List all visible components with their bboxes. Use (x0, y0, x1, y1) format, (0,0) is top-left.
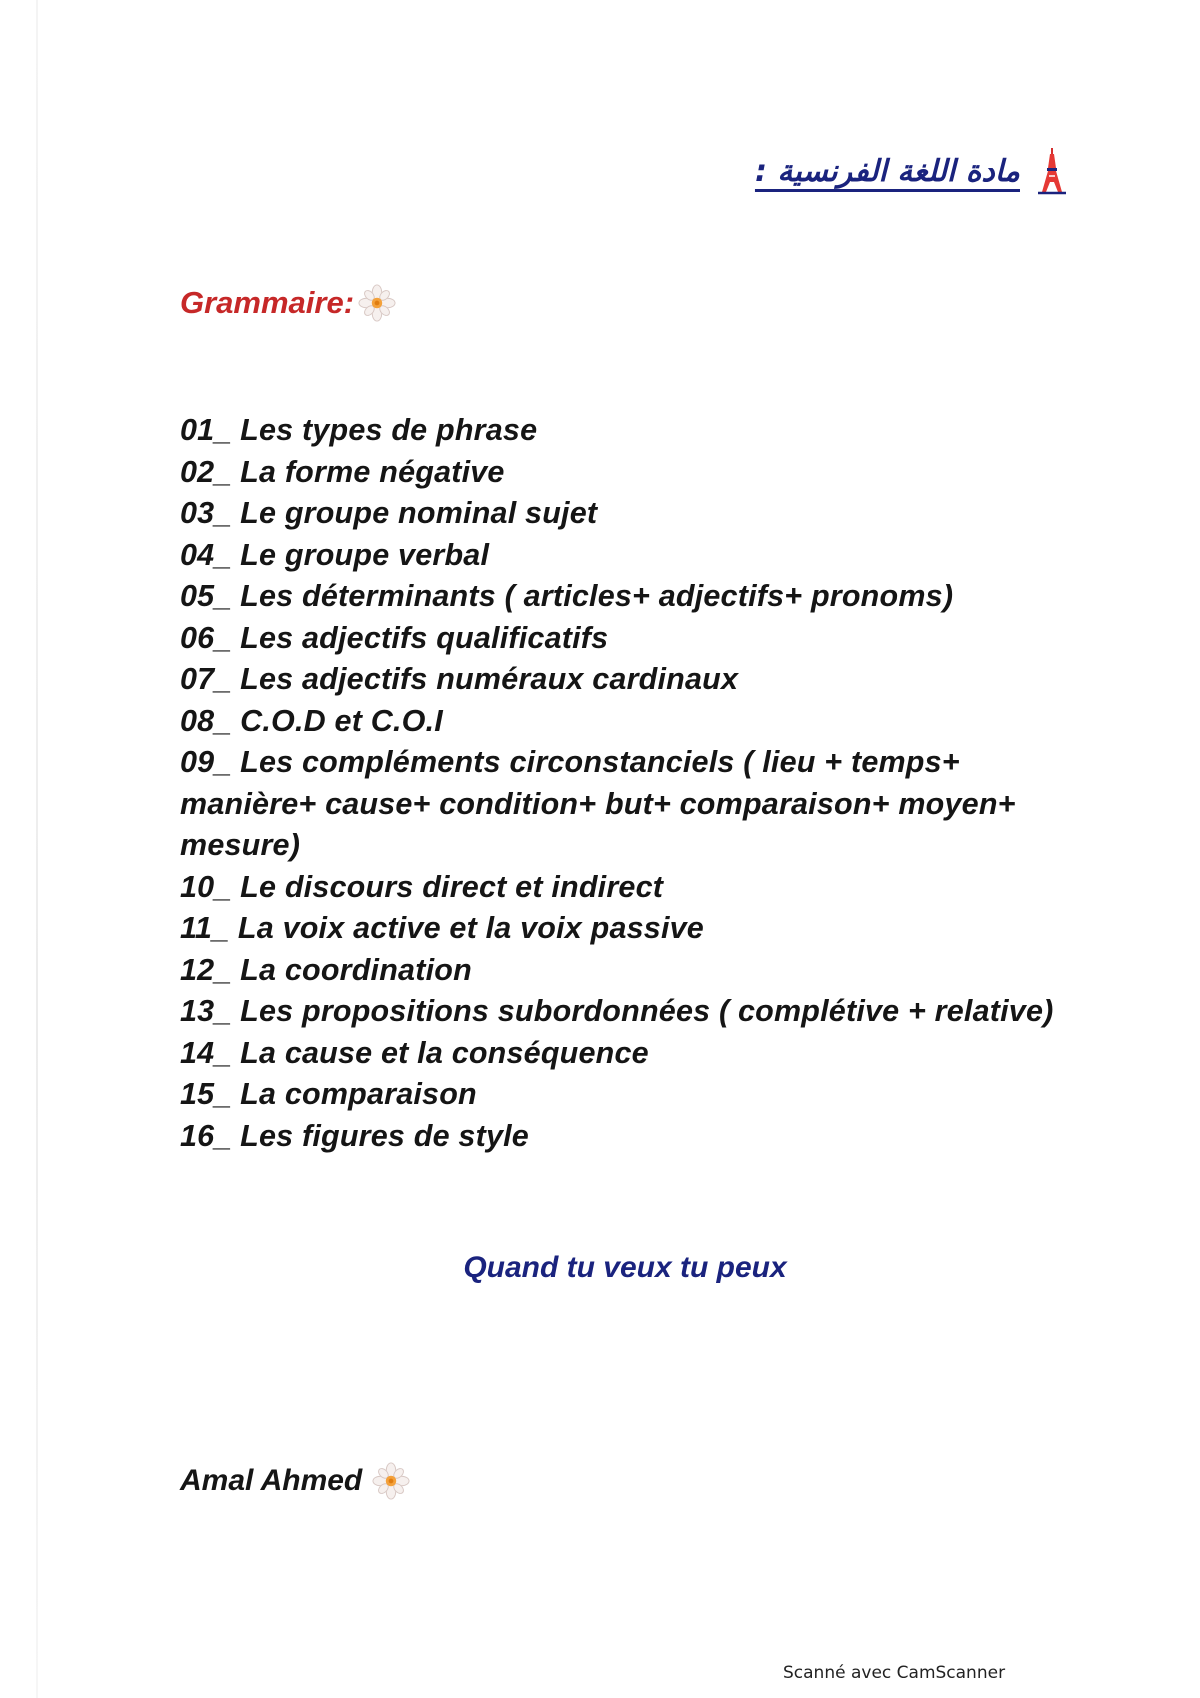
subject-title: مادة اللغة الفرنسية : (754, 153, 1020, 189)
topic-item: 08_ C.O.D et C.O.I (180, 703, 443, 738)
topic-item: 15_ La comparaison (180, 1077, 477, 1111)
motto: Quand tu veux tu peux (463, 1251, 787, 1284)
grammar-topic-list (180, 410, 1060, 1157)
topic-item: 11_ La voix active et la voix passive (180, 911, 704, 945)
topic-item: 02_ La forme négative (180, 454, 505, 489)
topic-item: 07_ Les adjectifs numéraux cardinaux (180, 662, 739, 696)
flower-icon (372, 1462, 410, 1500)
author-name: Amal Ahmed (180, 1464, 363, 1497)
topic-item: 13_ Les propositions subordonnées ( complétive + relative) (180, 994, 1054, 1028)
scan-edge (36, 0, 38, 1698)
topic-item: 16_ Les figures de style (180, 1118, 529, 1153)
topic-item: 09_ Les compléments circonstanciels ( lieu + temps+ manière+ cause+ condition+ but+ comparaison+ moyen+ mesure) (180, 745, 1016, 862)
camscanner-watermark: Scanné avec CamScanner (783, 1663, 1006, 1683)
flower-icon (358, 284, 396, 322)
topic-item: 14_ La cause et la conséquence (180, 1035, 649, 1070)
grammar-heading (180, 284, 396, 322)
subject-header (715, 146, 1070, 196)
topic-item: 04_ Le groupe verbal (180, 537, 490, 572)
section-title: Grammaire: (180, 285, 355, 320)
topic-item: 03_ Le groupe nominal sujet (180, 496, 598, 530)
topic-item: 10_ Le discours direct et indirect (180, 869, 664, 904)
topic-item: 01_ Les types de phrase (180, 413, 538, 447)
topic-item: 05_ Les déterminants ( articles+ adjectifs+ pronoms) (180, 579, 954, 613)
author-signature (180, 1462, 410, 1500)
topic-item: 12_ La coordination (180, 952, 472, 987)
eiffel-tower-icon (1034, 146, 1070, 196)
topic-item: 06_ Les adjectifs qualificatifs (180, 620, 609, 655)
